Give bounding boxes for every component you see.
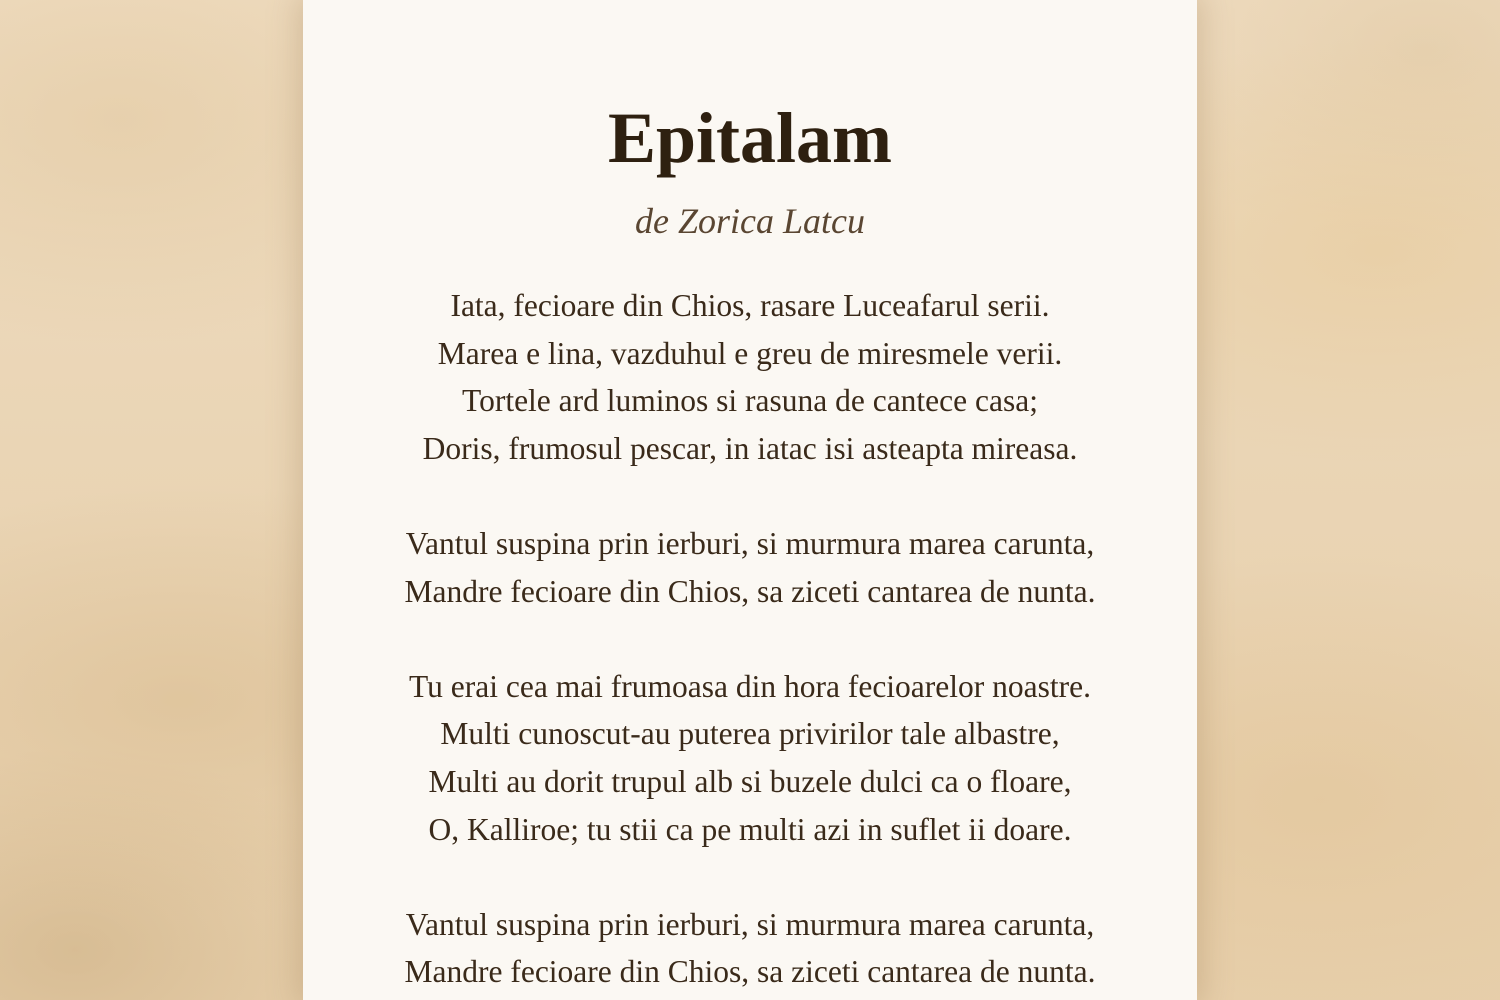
poem-line: Vantul suspina prin ierburi, si murmura marea carunta, xyxy=(405,525,1095,561)
poem-line: O, Kalliroe; tu stii ca pe multi azi in suflet ii doare. xyxy=(428,811,1072,847)
poem-line: Tu erai cea mai frumoasa din hora fecioarelor noastre. xyxy=(409,668,1091,704)
poem-line: Multi cunoscut-au puterea privirilor tale albastre, xyxy=(440,716,1060,752)
poem-title: Epitalam xyxy=(607,98,893,178)
poem-line: Vantul suspina prin ierburi, si murmura marea carunta, xyxy=(405,906,1095,942)
poem-line: Mandre fecioare din Chios, sa ziceti cantarea de nunta. xyxy=(404,954,1096,990)
stanza xyxy=(303,663,1197,853)
poem-page xyxy=(303,0,1197,1000)
stanza-refrain xyxy=(303,901,1197,996)
poem-line: Multi au dorit trupul alb si buzele dulci ca o floare, xyxy=(428,763,1072,799)
poem-line: Tortele ard luminos si rasuna de cantece casa; xyxy=(462,383,1038,419)
poem-line: Mandre fecioare din Chios, sa ziceti cantarea de nunta. xyxy=(404,573,1096,609)
poem-line: Doris, frumosul pescar, in iatac isi asteapta mireasa. xyxy=(422,430,1078,466)
stanza-refrain xyxy=(303,520,1197,615)
poem-body xyxy=(303,282,1197,1000)
poem-author: de Zorica Latcu xyxy=(635,201,865,241)
poem-line: Iata, fecioare din Chios, rasare Luceafarul serii. xyxy=(450,288,1050,323)
stanza xyxy=(303,282,1197,472)
poem-line: Marea e lina, vazduhul e greu de miresmele verii. xyxy=(437,335,1063,371)
